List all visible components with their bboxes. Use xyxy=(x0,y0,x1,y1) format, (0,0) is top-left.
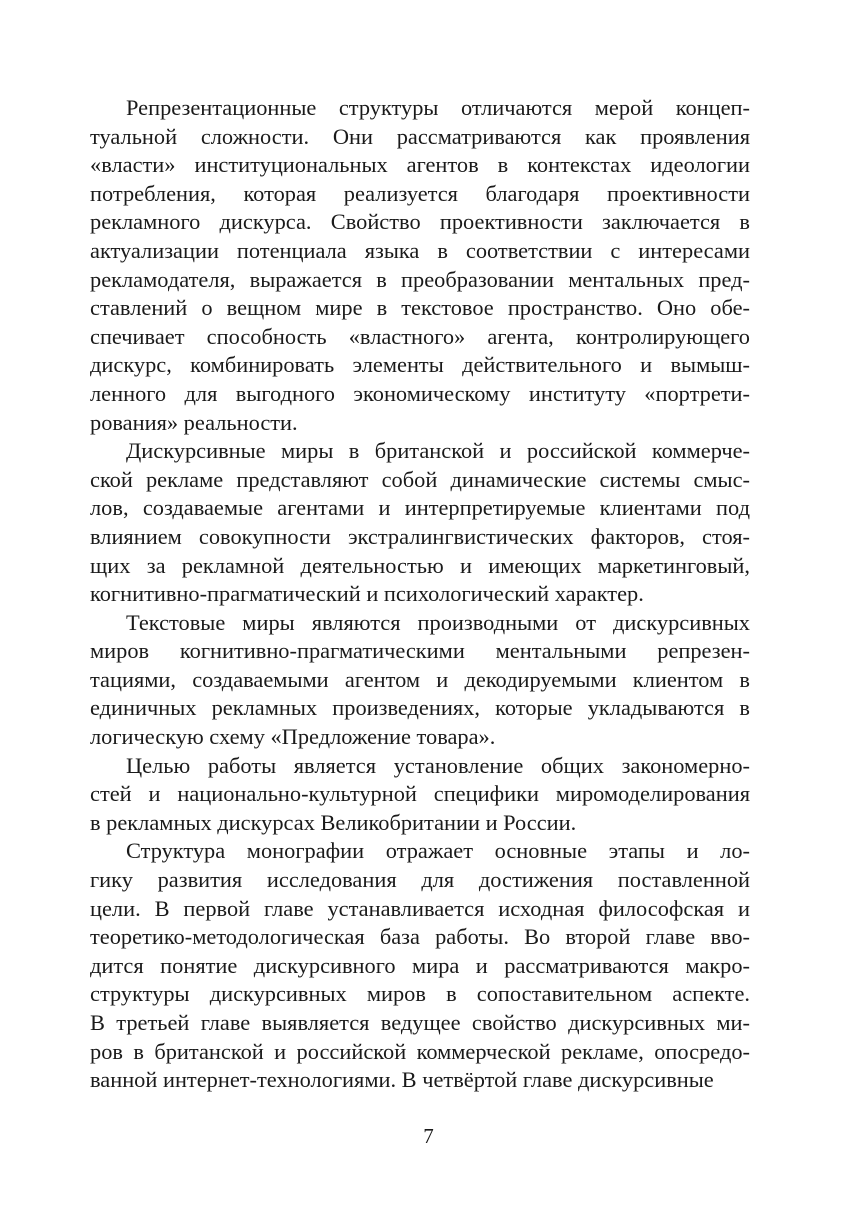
text-line: щих за рекламной деятельностью и имеющих маркетинговый, xyxy=(90,552,750,578)
text-line: ставлений о вещном мире в текстовое пространство. Оно обе- xyxy=(90,295,750,321)
paragraph-4 xyxy=(90,752,750,838)
text-line: Текстовые миры являются производными от дискурсивных xyxy=(126,609,750,635)
paragraph-3 xyxy=(90,609,750,752)
text-line: гику развития исследования для достижения поставленной xyxy=(90,867,750,893)
text-line: Целью работы является установление общих закономерно- xyxy=(126,752,750,778)
text-line: тациями, создаваемыми агентом и декодируемыми клиентом в xyxy=(90,666,750,692)
text-line: лов, создаваемые агентами и интерпретируемые клиентами под xyxy=(90,495,750,521)
page-body xyxy=(90,94,750,1095)
text-line: ванной интернет-технологиями. В четвёртой главе дискурсивные xyxy=(90,1067,714,1093)
text-line: структуры дискурсивных миров в сопоставительном аспекте. xyxy=(90,981,750,1007)
text-line: Структура монографии отражает основные этапы и ло- xyxy=(126,838,750,864)
text-line: логическую схему «Предложение товара». xyxy=(90,724,496,750)
text-line: рекламодателя, выражается в преобразовании ментальных пред- xyxy=(90,266,750,292)
text-line: Дискурсивные миры в британской и российской коммерче- xyxy=(126,438,750,464)
text-line: стей и национально-культурной специфики миромоделирования xyxy=(90,781,750,807)
text-line: актуализации потенциала языка в соответствии с интересами xyxy=(90,237,750,263)
text-line: В третьей главе выявляется ведущее свойство дискурсивных ми- xyxy=(90,1010,750,1035)
page-number: 7 xyxy=(423,1124,434,1148)
text-line: спечивает способность «властного» агента, контролирующего xyxy=(90,323,750,349)
text-line: рекламного дискурса. Свойство проективности заключается в xyxy=(90,209,750,235)
paragraph-5 xyxy=(90,837,750,1094)
text-line: ской рекламе представляют собой динамические системы смыс- xyxy=(90,466,750,492)
text-line: цели. В первой главе устанавливается исходная философская и xyxy=(90,895,750,921)
text-line: дится понятие дискурсивного мира и рассматриваются макро- xyxy=(90,952,750,978)
text-line: рования» реальности. xyxy=(90,409,298,435)
paragraph-2 xyxy=(90,437,750,609)
text-line: ленного для выгодного экономическому институту «портрети- xyxy=(90,380,750,406)
text-line: дискурс, комбинировать элементы действительного и вымыш- xyxy=(90,352,750,378)
text-line: «власти» институциональных агентов в контекстах идеологии xyxy=(90,152,750,178)
text-line: в рекламных дискурсах Великобритании и России. xyxy=(90,809,577,835)
text-line: туальной сложности. Они рассматриваются как проявления xyxy=(90,123,750,149)
text-line: влиянием совокупности экстралингвистических факторов, стоя- xyxy=(90,523,750,549)
text-line: теоретико-методологическая база работы. Во второй главе вво- xyxy=(90,924,750,950)
text-line: Репрезентационные структуры отличаются мерой концеп- xyxy=(126,95,750,120)
paragraph-1 xyxy=(90,94,750,437)
text-line: ров в британской и российской коммерческой рекламе, опосредо- xyxy=(90,1038,750,1064)
text-line: миров когнитивно-прагматическими ментальными репрезен- xyxy=(90,638,750,664)
text-line: когнитивно-прагматический и психологический характер. xyxy=(90,581,644,607)
text-line: единичных рекламных произведениях, которые укладываются в xyxy=(90,695,750,721)
text-line: потребления, которая реализуется благодаря проективности xyxy=(90,180,750,206)
